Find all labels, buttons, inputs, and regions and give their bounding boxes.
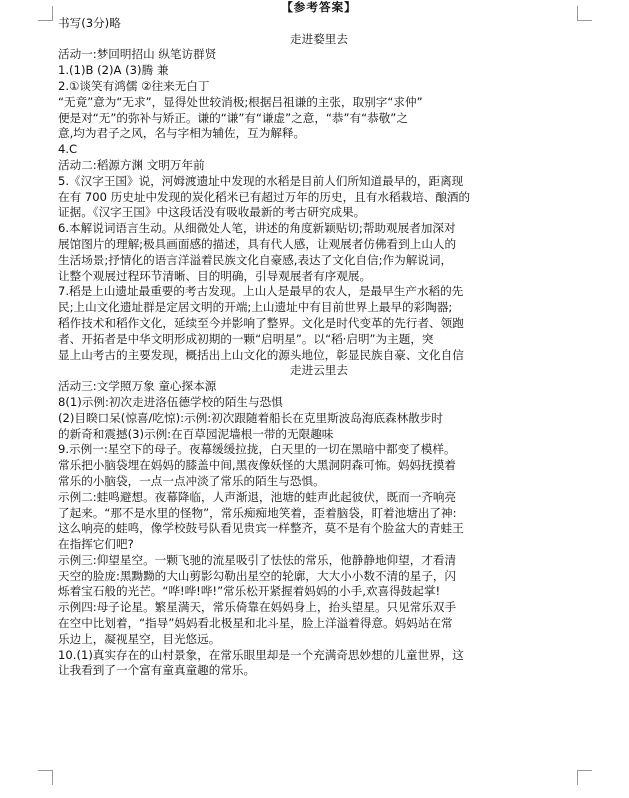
text-line: 7.稻是上山遗址最重要的考古发现。上山人是最早的农人，是最早生产水稻的先	[58, 284, 464, 299]
text-line: 8(1)示例:初次走进洛伍德学校的陌生与恐惧	[58, 394, 283, 409]
text-line: 让我看到了一个富有童真童趣的常乐。	[58, 663, 256, 678]
text-line: 证据。《汉字王国》中这段话没有吸收最新的考古研究成果。	[58, 205, 366, 220]
text-line: 在空中比划着，“指导”妈妈看北极星和北斗星，脸上洋溢着得意。妈妈站在常	[58, 616, 453, 631]
text-line: 常乐把小脑袋埋在妈妈的膝盖中间,黑夜像妖怪的大黑洞阴森可怖。妈妈抚摸着	[58, 458, 456, 473]
text-line: 活动三:文学照万象 童心探本源	[58, 379, 217, 394]
text-line: 5.《汉字王国》说，河姆渡遗址中发现的水稻是目前人们所知道最早的，距离现	[58, 173, 464, 188]
text-line: 示例三:仰望星空。一颗飞驰的流星吸引了怯怯的常乐，他静静地仰望，才看清	[58, 552, 457, 567]
section-heading: 走进云里去	[290, 363, 348, 378]
text-line: 9.示例一:星空下的母子。夜幕缓缓拉拢，白天里的一切在黑暗中都变了模样。	[58, 442, 456, 457]
text-line: 了起来。“那不是水里的怪物”，常乐痴痴地笑着，歪着脑袋，盯着池塘出了神:	[58, 505, 457, 520]
text-line: 乐边上，凝视星空，目光悠远。	[58, 631, 221, 646]
text-line: 2.①谈笑有鸿儒 ②往来无白丁	[58, 78, 210, 93]
crop-mark-bottom-left	[38, 770, 53, 785]
text-line: 示例二:蛙鸣避想。夜幕降临，人声渐退，池塘的蛙声此起彼伏，既而一齐响亮	[58, 489, 457, 504]
text-line: 天空的脸庞:黑黝黝的大山剪影勾勒出星空的轮廓，大大小小数不清的星子，闪	[58, 568, 457, 583]
text-line: 10.(1)真实存在的山村景象，在常乐眼里却是一个充满奇思妙想的儿童世界，这	[58, 647, 464, 662]
text-line: 常乐的小脑袋，一点一点冲淡了常乐的陌生与恐惧。	[58, 473, 325, 488]
text-line: 6.本解说词语言生动。从细微处人笔，讲述的角度新颖贴切;帮助观展者加深对	[58, 221, 456, 236]
text-line: 书写(3分)略	[58, 15, 121, 30]
crop-mark-bottom-right	[577, 770, 592, 785]
text-line: 活动二:稻源方渊 文明万年前	[58, 157, 205, 172]
text-line: 在有 700 历史址中发现的炭化稻米已有超过万年的历史，且有水稻栽培、酿酒的	[58, 189, 471, 204]
text-line: 的新奇和震撼(3)示例:在百草园泥墙根一带的无限趣味	[58, 426, 334, 441]
section-heading: 走进婺里去	[290, 31, 348, 46]
answer-lines	[58, 16, 580, 679]
text-line: 民;上山文化遗址群是定居文明的开端;上山遗址中有目前世界上最早的彩陶器;	[58, 300, 453, 315]
text-line: 稻作技术和稻作文化，延续至今并影响了整界。文化是时代变革的先行者、领跑	[58, 315, 464, 330]
text-line: 活动一:梦回明招山 纵笔访群贤	[58, 47, 217, 62]
text-line: 烁着宝石般的光芒。“哗!哗!哗!”常乐松开紧握着妈妈的小手,欢喜得鼓起掌!	[58, 584, 441, 599]
text-line: 在指挥它们吧?	[58, 537, 134, 552]
text-line: 示例四:母子论星。繁星满天，常乐倚靠在妈妈身上，抬头望星。只见常乐双手	[58, 600, 457, 615]
text-line: 意,均为君子之风，名与字相为辅佐，互为解释。	[58, 126, 306, 141]
text-line: 1.(1)B (2)A (3)腾 兼	[58, 63, 169, 78]
document-body	[58, 0, 580, 679]
page-title: 【参考答案】	[281, 0, 357, 14]
text-line: 4.C	[58, 142, 78, 157]
text-line: “无竟”意为“无求”，显得处世较消极;根据吕祖谦的主张，取别字“求仲”	[58, 94, 423, 109]
crop-mark-top-left	[38, 6, 53, 21]
text-line: 者、开拓者是中华文明形成初期的一颗“启明星”。以“稻·启明”为主题，突	[58, 331, 434, 346]
text-line: 显上山考古的主要发现，概括出上山文化的源头地位，彰显民族自豪、文化自信	[58, 347, 464, 362]
text-line: 展馆图片的理解;极具画面感的描述，具有代人感，让观展者仿佛看到上山人的	[58, 236, 457, 251]
text-line: 让整个观展过程环节清晰、目的明确，引导观展者有序观展。	[58, 268, 372, 283]
text-line: 便是对“无”的弥补与矫正。谦的“谦”有“谦虚”之意，“恭”有“恭敬”之	[58, 110, 408, 125]
text-line: 这么响亮的蛙鸣，像学校鼓号队看见贵宾一样整齐，莫不是有个脸盆大的青蛙王	[58, 521, 464, 536]
text-line: (2)目睽口呆(惊喜/吃惊):示例:初次跟随着船长在克里斯波岛海底森林散步时	[58, 410, 444, 425]
text-line: 生活场景;抒情化的语言洋溢着民族文化自豪感,表达了文化自信;作为解说词，	[58, 252, 453, 267]
